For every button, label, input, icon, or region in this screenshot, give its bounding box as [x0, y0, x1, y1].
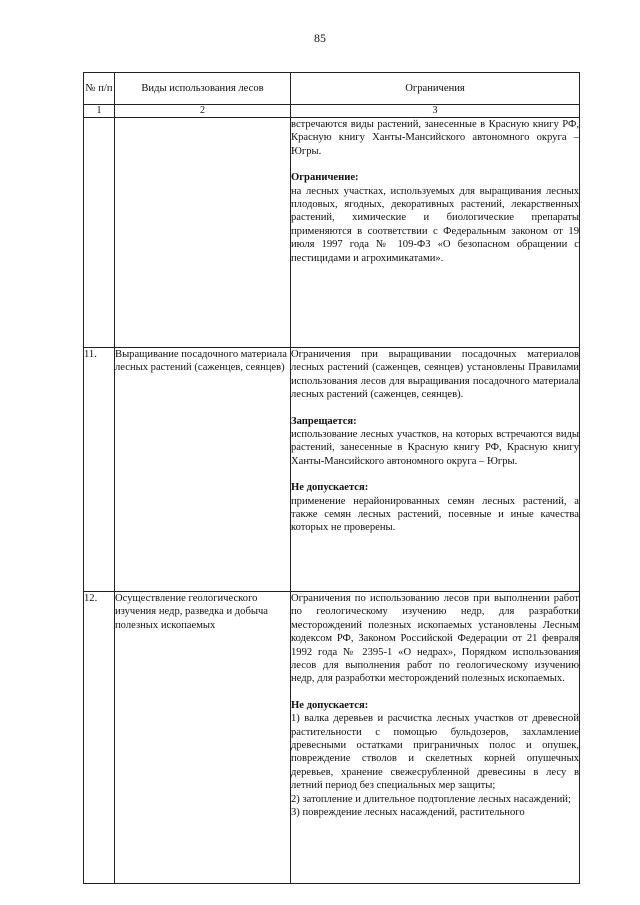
restrictions-cell: [291, 118, 580, 348]
usage-kind: Выращивание посадочного материала лесных растений (саженцев, сеянцев): [115, 348, 291, 592]
restriction-text: встречаются виды растений, занесенные в Красную книгу РФ, Красную книгу Ханты-Мансийского автономного округа – Югры.: [291, 119, 579, 157]
restriction-text: 1) валка деревьев и расчистка лесных участков от древесной растительности с помощью бульдозеров, захламление древесными остатками приграничных полос и опушек, повреждение стволов и скелетных корней опушечных деревьев, хранение свежесрубленной древесины в лесу в летний период без специальных мер защиты;: [291, 713, 579, 792]
column-number: 1: [84, 105, 115, 118]
header-number: № п/п: [84, 73, 115, 105]
restriction-heading: Ограничение:: [291, 172, 359, 184]
row-number: [84, 118, 115, 348]
header-usage-kind: Виды использования лесов: [115, 73, 291, 105]
restrictions-cell: [291, 592, 580, 884]
usage-kind: [115, 118, 291, 348]
restrictions-table: [83, 72, 580, 884]
restriction-text: Ограничения по использованию лесов при выполнении работ по геологическому изучению недр, для разработки месторождений полезных ископаемых установлены Лесным кодексом РФ, Законом Российской Федерации от 21 февраля 1992 года № 2395-1 «О недрах», Порядком использования лесов для выполнения работ по геологическому изучению недр, для разработки месторождений полезных ископаемых.: [291, 593, 579, 685]
restriction-heading: Не допускается:: [291, 699, 369, 711]
restriction-heading: Не допускается:: [291, 482, 369, 494]
page-number: 85: [314, 31, 326, 45]
restriction-heading: Запрещается:: [291, 415, 357, 427]
header-restrictions: Ограничения: [291, 73, 580, 105]
table-row: [84, 592, 580, 884]
restrictions-cell: [291, 348, 580, 592]
table-header-row: [84, 73, 580, 105]
column-number: 3: [291, 105, 580, 118]
restriction-text: на лесных участках, используемых для выращивания лесных плодовых, ягодных, декоративных растений, лекарственных растений, химические и биологические препараты применяются в соответствии с Федеральным законом от 19 июля 1997 года № 109-ФЗ «О безопасном обращении с пестицидами и агрохимикатами».: [291, 185, 579, 264]
table-row: [84, 348, 580, 592]
column-numbers-row: [84, 105, 580, 118]
restriction-text: использование лесных участков, на которых встречаются виды растений, занесенные в Красную книгу РФ, Красную книгу Ханты-Мансийского автономного округа – Югры.: [291, 429, 579, 467]
row-number: 11.: [84, 348, 115, 592]
restriction-text: 3) повреждение лесных насаждений, растительного: [291, 807, 525, 819]
table-row: [84, 118, 580, 348]
restriction-text: применение нерайонированных семян лесных растений, а также семян лесных растений, посевные и иные качества которых не проверены.: [291, 495, 579, 534]
restriction-text: Ограничения при выращивании посадочных материалов лесных растений (саженцев, сеянцев) установлены Правилами использования лесов для выращивания посадочного материала лесных растений (саженцев, сеянцев).: [291, 349, 579, 401]
usage-kind: Осуществление геологического изучения недр, разведка и добыча полезных ископаемых: [115, 592, 291, 884]
column-number: 2: [115, 105, 291, 118]
row-number: 12.: [84, 592, 115, 884]
restriction-text: 2) затопление и длительное подтопление лесных насаждений;: [291, 793, 571, 805]
